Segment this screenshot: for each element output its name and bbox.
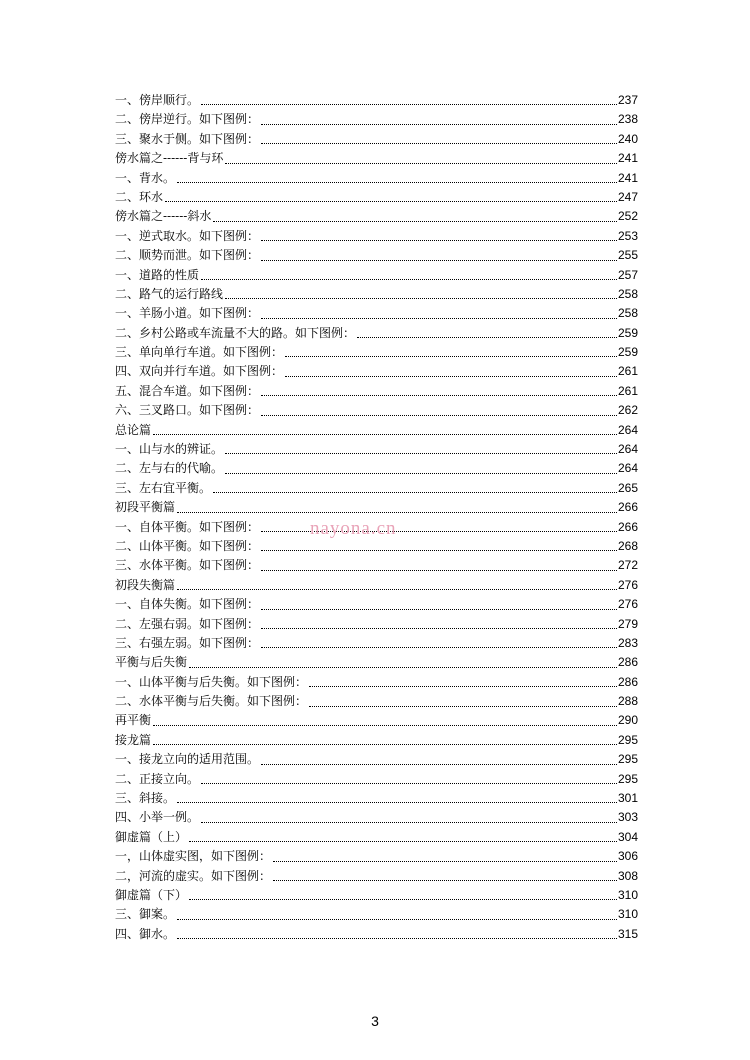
toc-entry-title: 三、御案。 — [115, 907, 176, 922]
toc-entry[interactable] — [115, 828, 638, 847]
toc-entry-page: 265 — [617, 480, 638, 495]
toc-dot-leader — [177, 938, 617, 939]
toc-entry-title: 二、左强右弱。如下图例： — [115, 616, 260, 631]
toc-entry-page: 241 — [617, 170, 638, 185]
toc-entry[interactable] — [115, 188, 638, 207]
toc-dot-leader — [261, 318, 617, 319]
toc-entry-title: 二、左与右的代喻。 — [115, 461, 224, 476]
toc-entry[interactable] — [115, 382, 638, 401]
toc-dot-leader — [177, 182, 617, 183]
toc-entry-page: 301 — [617, 791, 638, 806]
toc-dot-leader — [189, 667, 617, 668]
toc-dot-leader — [357, 337, 617, 338]
toc-entry[interactable] — [115, 692, 638, 711]
toc-entry-page: 259 — [617, 345, 638, 360]
toc-entry-page: 310 — [617, 907, 638, 922]
toc-entry-page: 253 — [617, 228, 638, 243]
toc-entry[interactable] — [115, 324, 638, 343]
toc-entry-title: 四、双向并行车道。如下图例： — [115, 364, 284, 379]
toc-entry[interactable] — [115, 479, 638, 498]
toc-entry-page: 276 — [617, 597, 638, 612]
toc-entry-title: 四、小举一例。 — [115, 810, 200, 825]
toc-entry-page: 272 — [617, 558, 638, 573]
toc-entry-page: 315 — [617, 926, 638, 941]
toc-entry-page: 279 — [617, 616, 638, 631]
toc-dot-leader — [261, 628, 617, 629]
toc-dot-leader — [261, 764, 617, 765]
toc-entry[interactable] — [115, 925, 638, 944]
toc-entry-title: 一、羊肠小道。如下图例： — [115, 306, 260, 321]
toc-entry-title: 傍水篇之------背与环 — [115, 151, 224, 166]
toc-entry-page: 262 — [617, 403, 638, 418]
toc-dot-leader — [189, 899, 617, 900]
toc-entry-title: 二、正接立向。 — [115, 771, 200, 786]
toc-dot-leader — [225, 298, 617, 299]
toc-entry[interactable] — [115, 770, 638, 789]
toc-dot-leader — [225, 163, 617, 164]
toc-entry[interactable] — [115, 498, 638, 517]
toc-dot-leader — [177, 802, 617, 803]
toc-entry-page: 295 — [617, 771, 638, 786]
toc-entry-page: 290 — [617, 713, 638, 728]
toc-entry[interactable] — [115, 634, 638, 653]
toc-entry-page: 255 — [617, 248, 638, 263]
toc-entry-title: 二、路气的运行路线 — [115, 286, 224, 301]
toc-entry-page: 276 — [617, 577, 638, 592]
toc-entry[interactable] — [115, 615, 638, 634]
toc-entry-title: 再平衡 — [115, 713, 152, 728]
toc-entry-title: 四、御水。 — [115, 926, 176, 941]
toc-entry[interactable] — [115, 110, 638, 129]
toc-dot-leader — [177, 512, 617, 513]
toc-dot-leader — [261, 395, 617, 396]
toc-entry-page: 247 — [617, 189, 638, 204]
toc-dot-leader — [261, 570, 617, 571]
toc-entry-title: 一、自体失衡。如下图例： — [115, 597, 260, 612]
toc-entry-page: 266 — [617, 519, 638, 534]
toc-dot-leader — [261, 260, 617, 261]
toc-dot-leader — [225, 453, 617, 454]
toc-entry-title: 总论篇 — [115, 422, 152, 437]
toc-entry-page: 261 — [617, 364, 638, 379]
toc-dot-leader — [261, 415, 617, 416]
toc-dot-leader — [213, 492, 617, 493]
toc-entry[interactable] — [115, 343, 638, 362]
toc-entry[interactable] — [115, 847, 638, 866]
toc-dot-leader — [261, 609, 617, 610]
toc-entry-title: 三、聚水于侧。如下图例： — [115, 131, 260, 146]
toc-entry-title: 二、傍岸逆行。如下图例： — [115, 112, 260, 127]
toc-entry-title: 傍水篇之------斜水 — [115, 209, 212, 224]
toc-entry[interactable] — [115, 576, 638, 595]
toc-dot-leader — [261, 124, 617, 125]
toc-entry-page: 295 — [617, 732, 638, 747]
toc-dot-leader — [201, 822, 617, 823]
toc-entry[interactable] — [115, 808, 638, 827]
toc-entry-title: 三、单向单行车道。如下图例： — [115, 345, 284, 360]
toc-entry-page: 304 — [617, 829, 638, 844]
toc-entry-page: 261 — [617, 383, 638, 398]
toc-entry-title: 一、山与水的辨证。 — [115, 442, 224, 457]
toc-entry-title: 二、环水 — [115, 189, 164, 204]
toc-entry-title: 六、三叉路口。如下图例： — [115, 403, 260, 418]
toc-entry[interactable] — [115, 362, 638, 381]
toc-entry[interactable] — [115, 207, 638, 226]
toc-entry-title: 一、傍岸顺行。 — [115, 92, 200, 107]
toc-entry-page: 308 — [617, 868, 638, 883]
toc-entry-page: 258 — [617, 306, 638, 321]
toc-dot-leader — [261, 143, 617, 144]
toc-entry[interactable] — [115, 712, 638, 731]
watermark: nayona.cn — [310, 518, 397, 539]
toc-entry[interactable] — [115, 556, 638, 575]
toc-entry[interactable] — [115, 595, 638, 614]
toc-entry[interactable] — [115, 149, 638, 168]
toc-entry-title: 二、乡村公路或车流量不大的路。如下图例： — [115, 325, 356, 340]
toc-entry-page: 258 — [617, 286, 638, 301]
toc-entry-title: 二，河流的虚实。如下图例： — [115, 868, 272, 883]
toc-entry[interactable] — [115, 246, 638, 265]
toc-entry-title: 御虚篇（下） — [115, 888, 188, 902]
toc-dot-leader — [309, 706, 617, 707]
toc-entry-title: 平衡与后失衡 — [115, 655, 188, 670]
toc-dot-leader — [177, 919, 617, 920]
toc-entry[interactable] — [115, 91, 638, 110]
toc-entry-title: 御虚篇（上） — [115, 829, 188, 844]
toc-entry[interactable] — [115, 731, 638, 750]
toc-dot-leader — [285, 356, 617, 357]
toc-entry-page: 241 — [617, 151, 638, 166]
toc-entry-title: 二、水体平衡与后失衡。如下图例： — [115, 694, 308, 709]
toc-dot-leader — [165, 201, 617, 202]
toc-entry-page: 295 — [617, 752, 638, 767]
toc-entry-title: 一、道路的性质 — [115, 267, 200, 282]
toc-entry-page: 259 — [617, 325, 638, 340]
toc-entry[interactable] — [115, 227, 638, 246]
toc-dot-leader — [213, 221, 617, 222]
toc-entry-page: 237 — [617, 92, 638, 107]
toc-entry[interactable] — [115, 421, 638, 440]
toc-entry-page: 266 — [617, 500, 638, 515]
toc-entry[interactable] — [115, 440, 638, 459]
toc-entry[interactable] — [115, 459, 638, 478]
toc-dot-leader — [225, 473, 617, 474]
toc-entry-page: 286 — [617, 655, 638, 670]
toc-entry[interactable] — [115, 169, 638, 188]
toc-entry-page: 286 — [617, 674, 638, 689]
toc-entry-page: 264 — [617, 422, 638, 437]
toc-entry-title: 三、右强左弱。如下图例： — [115, 635, 260, 650]
toc-entry-page: 264 — [617, 442, 638, 457]
toc-entry[interactable] — [115, 867, 638, 886]
toc-dot-leader — [285, 376, 617, 377]
toc-entry[interactable] — [115, 401, 638, 420]
toc-dot-leader — [189, 841, 617, 842]
toc-entry-title: 二、山体平衡。如下图例： — [115, 538, 260, 553]
toc-entry[interactable] — [115, 905, 638, 924]
toc-dot-leader — [261, 647, 617, 648]
toc-entry-title: 三、左右宜平衡。 — [115, 480, 212, 495]
page-number: 3 — [371, 1013, 379, 1029]
toc-dot-leader — [273, 880, 617, 881]
toc-dot-leader — [201, 783, 617, 784]
toc-dot-leader — [201, 104, 617, 105]
toc-dot-leader — [261, 550, 617, 551]
toc-entry[interactable] — [115, 886, 638, 905]
toc-dot-leader — [177, 589, 617, 590]
toc-entry[interactable] — [115, 673, 638, 692]
toc-entry-page: 306 — [617, 849, 638, 864]
toc-entry[interactable] — [115, 750, 638, 769]
toc-entry-title: 初段平衡篇 — [115, 500, 176, 515]
toc-entry-title: 二、顺势而泄。如下图例： — [115, 248, 260, 263]
toc-dot-leader — [153, 744, 617, 745]
toc-dot-leader — [153, 434, 617, 435]
toc-entry-title: 一、山体平衡与后失衡。如下图例： — [115, 674, 308, 689]
toc-entry-title: 一，山体虚实图，如下图例： — [115, 849, 272, 864]
toc-dot-leader — [261, 240, 617, 241]
toc-dot-leader — [153, 725, 617, 726]
toc-entry[interactable] — [115, 304, 638, 323]
toc-entry-page: 288 — [617, 694, 638, 709]
toc-entry-page: 310 — [617, 888, 638, 902]
toc-entry-page: 268 — [617, 538, 638, 553]
toc-dot-leader — [273, 861, 617, 862]
toc-entry-page: 283 — [617, 635, 638, 650]
toc-entry-page: 264 — [617, 461, 638, 476]
toc-entry-page: 303 — [617, 810, 638, 825]
toc-entry[interactable] — [115, 266, 638, 285]
toc-entry-page: 240 — [617, 131, 638, 146]
toc-entry-title: 一、自体平衡。如下图例： — [115, 519, 260, 534]
toc-entry-title: 三、斜接。 — [115, 791, 176, 806]
toc-entry[interactable] — [115, 789, 638, 808]
toc-entry-page: 252 — [617, 209, 638, 224]
toc-entry-title: 三、水体平衡。如下图例： — [115, 558, 260, 573]
toc-entry[interactable] — [115, 653, 638, 672]
toc-entry[interactable] — [115, 285, 638, 304]
toc-entry-title: 一、接龙立向的适用范围。 — [115, 752, 260, 767]
toc-entry-page: 257 — [617, 267, 638, 282]
toc-entry-title: 初段失衡篇 — [115, 577, 176, 592]
toc-dot-leader — [309, 686, 617, 687]
toc-entry-title: 五、混合车道。如下图例： — [115, 383, 260, 398]
toc-entry-title: 接龙篇 — [115, 732, 152, 747]
toc-entry-title: 一、背水。 — [115, 170, 176, 185]
toc-entry-title: 一、逆式取水。如下图例： — [115, 228, 260, 243]
toc-entry-page: 238 — [617, 112, 638, 127]
toc-entry[interactable] — [115, 130, 638, 149]
toc-dot-leader — [201, 279, 617, 280]
